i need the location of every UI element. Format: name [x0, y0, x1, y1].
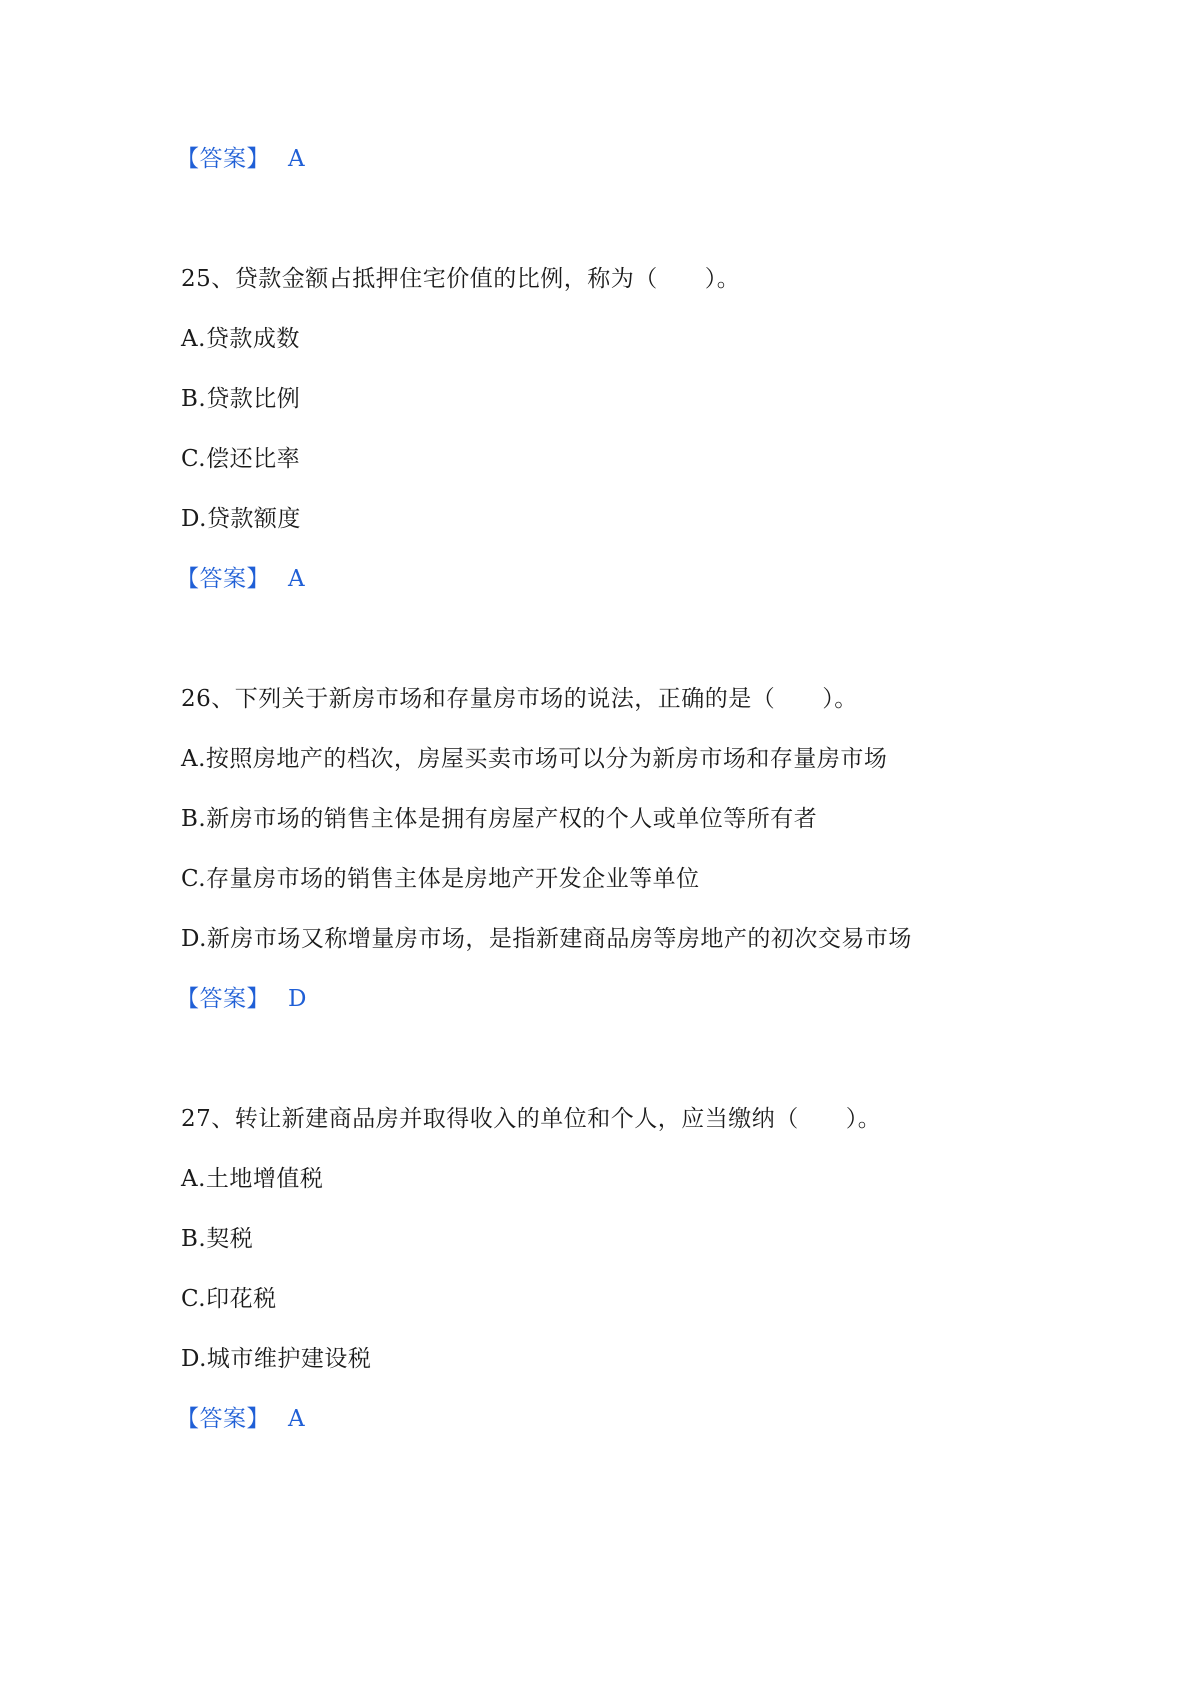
answer-label: 【答案】 [176, 1406, 270, 1432]
answer-line [176, 1404, 305, 1434]
option-b: B.贷款比例 [181, 386, 301, 412]
answer-line [176, 564, 305, 594]
question-26: 26、下列关于新房市场和存量房市场的说法，正确的是（ ）。 [181, 686, 858, 712]
answer-label: 【答案】 [176, 986, 270, 1012]
question-27: 27、转让新建商品房并取得收入的单位和个人，应当缴纳（ ）。 [181, 1106, 882, 1132]
answer-line [176, 984, 307, 1014]
option-d: D.新房市场又称增量房市场，是指新建商品房等房地产的初次交易市场 [181, 926, 912, 952]
option-c: C.偿还比率 [181, 446, 301, 472]
answer-value: D [288, 986, 307, 1012]
option-c: C.印花税 [181, 1286, 277, 1312]
answer-value: A [288, 1406, 306, 1432]
answer-value: A [288, 146, 306, 172]
option-b: B.新房市场的销售主体是拥有房屋产权的个人或单位等所有者 [181, 806, 818, 832]
answer-label: 【答案】 [176, 146, 270, 172]
option-c: C.存量房市场的销售主体是房地产开发企业等单位 [181, 866, 700, 892]
option-d: D.城市维护建设税 [181, 1346, 372, 1372]
option-a: A.贷款成数 [181, 326, 300, 352]
question-25: 25、贷款金额占抵押住宅价值的比例，称为（ ）。 [181, 266, 741, 292]
option-b: B.契税 [181, 1226, 254, 1252]
option-a: A.土地增值税 [181, 1166, 324, 1192]
answer-line [176, 144, 305, 174]
option-a: A.按照房地产的档次，房屋买卖市场可以分为新房市场和存量房市场 [181, 746, 888, 772]
answer-label: 【答案】 [176, 566, 270, 592]
option-d: D.贷款额度 [181, 506, 301, 532]
answer-value: A [288, 566, 306, 592]
